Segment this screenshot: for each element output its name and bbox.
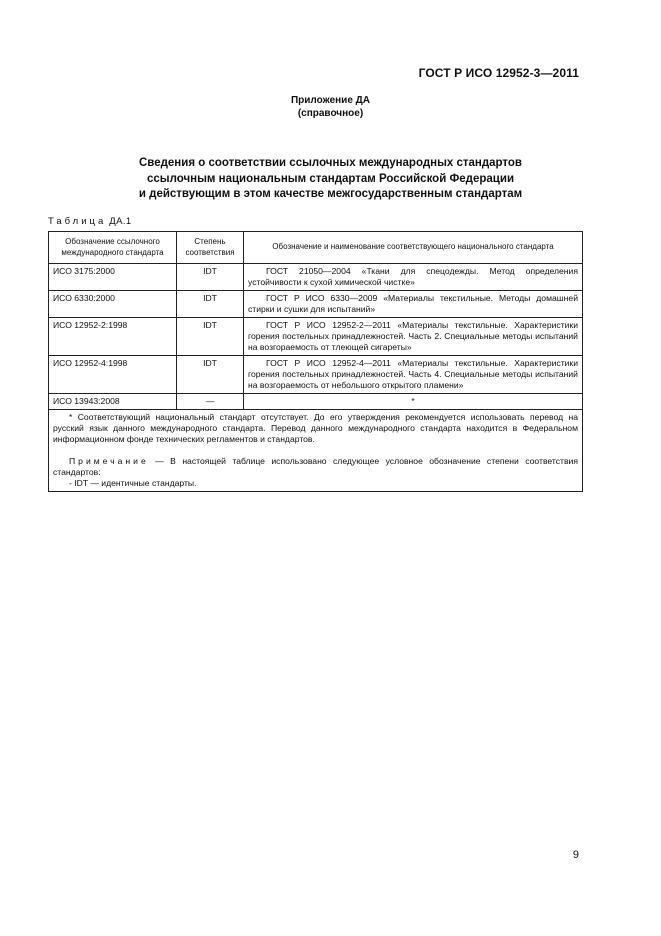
header-ref-standard: Обозначение ссылочного международного стандарта <box>49 232 177 264</box>
appendix-subtitle: (справочное) <box>297 108 364 119</box>
national-standard-cell <box>244 318 583 356</box>
national-standard-cell: * <box>244 394 583 410</box>
national-standard-text: ГОСТ Р ИСО 6330—2009 «Материалы текстильные. Методы домашней стирки и сушки для испытаний» <box>248 293 578 314</box>
title-line-3: и действующим в этом качестве межгосударственным стандартам <box>138 188 523 200</box>
note-list-item: - IDT — идентичные стандарты. <box>69 478 197 488</box>
ref-standard-cell: ИСО 12952-4:1998 <box>49 356 177 394</box>
table-caption-word: Таблица <box>48 216 107 227</box>
table-row <box>49 291 583 318</box>
appendix-title: Приложение ДА <box>290 95 371 106</box>
header-degree: Степень соответствия <box>177 232 244 264</box>
ref-standard-cell: ИСО 12952-2:1998 <box>49 318 177 356</box>
table-header-row <box>49 232 583 264</box>
table-caption-number: ДА.1 <box>109 216 132 227</box>
appendix-heading <box>0 94 661 120</box>
degree-cell: IDT <box>177 264 244 291</box>
standard-code: ГОСТ Р ИСО 12952-3—2011 <box>418 66 579 80</box>
footnote: * Соответствующий национальный стандарт отсутствует. До его утверждения рекомендуется использовать перевод на русский язык данного международного стандарта. Перевод данного международного стандарта находится в Федеральном информационном фонде технических регламентов и стандартов. <box>53 412 578 444</box>
ref-standard-cell: ИСО 3175:2000 <box>49 264 177 291</box>
correspondence-table <box>48 231 583 492</box>
title-line-1: Сведения о соответствии ссылочных международных стандартов <box>138 157 522 169</box>
national-standard-text: ГОСТ Р ИСО 12952-2—2011 «Материалы текстильные. Характеристики горения постельных принадлежностей. Часть 2. Специальные методы испытаний на возгораемость от тлеющей сигареты» <box>248 320 578 352</box>
table-caption <box>48 216 132 227</box>
section-title <box>60 156 601 203</box>
note-text: — В настоящей таблице использовано следующее условное обозначение степени соответствия стандартов: <box>53 456 578 477</box>
header-national-standard: Обозначение и наименование соответствующего национального стандарта <box>244 232 583 264</box>
national-standard-cell <box>244 356 583 394</box>
degree-cell: IDT <box>177 291 244 318</box>
ref-standard-cell: ИСО 6330:2000 <box>49 291 177 318</box>
degree-cell: — <box>177 394 244 410</box>
table-notes-row <box>49 410 583 492</box>
degree-cell: IDT <box>177 356 244 394</box>
national-standard-text: ГОСТ Р ИСО 12952-4—2011 «Материалы текстильные. Характеристики горения постельных принадлежностей. Часть 4. Специальные методы испытаний на возгораемость от небольшого открытого пламени» <box>248 358 578 390</box>
degree-cell: IDT <box>177 318 244 356</box>
page-number: 9 <box>572 849 579 861</box>
table-row <box>49 356 583 394</box>
note-label: Примечание <box>69 456 149 466</box>
table-row <box>49 264 583 291</box>
ref-standard-cell: ИСО 13943:2008 <box>49 394 177 410</box>
table-row <box>49 318 583 356</box>
national-standard-text: ГОСТ 21050—2004 «Ткани для спецодежды. Метод определения устойчивости к сухой химической чистке» <box>248 266 578 287</box>
note <box>53 456 578 478</box>
title-line-2: ссылочным национальным стандартам Российской Федерации <box>146 172 515 185</box>
national-standard-cell <box>244 291 583 318</box>
national-standard-cell <box>244 264 583 291</box>
table-notes-cell <box>49 410 583 492</box>
table-row <box>49 394 583 410</box>
